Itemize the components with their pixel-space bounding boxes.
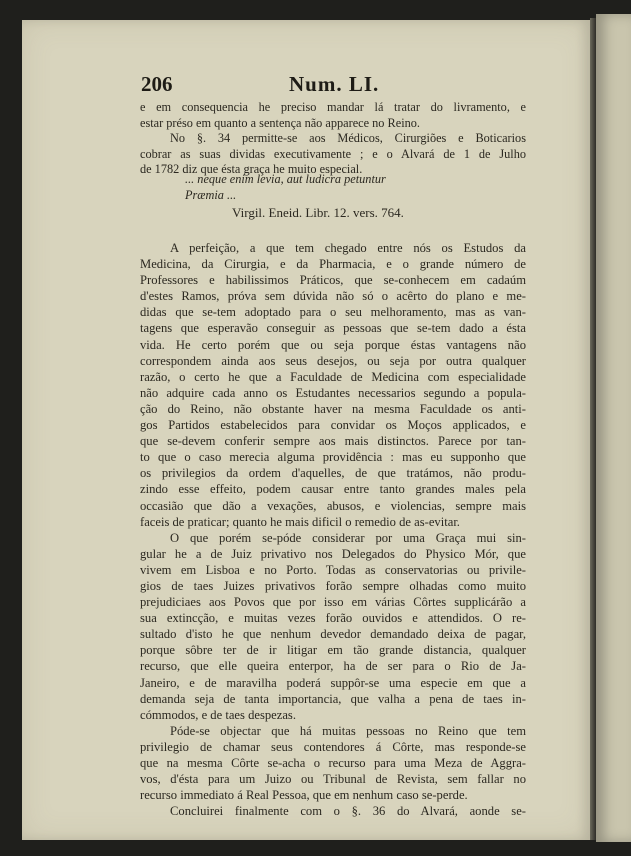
text-line: gos Partidos estabelecidos para convidar os Moços applicados, e <box>140 418 526 433</box>
text-line: não adquire cada anno os Estudantes necessarios segundo a popula- <box>140 385 526 400</box>
text-line: prejudiciaes aos Povos que por isso em várias Côrtes supplicárão a <box>140 595 526 610</box>
text-line: porque sôbre ter de ir litigar em tão grande distancia, qualquer <box>140 643 526 658</box>
text-line: No §. 34 permitte-se aos Médicos, Cirurgiões e Boticarios <box>170 131 526 145</box>
text-line: tagens que esperavão conseguir as pessoas que se-tem dado a ésta <box>140 321 526 336</box>
page-header <box>117 72 527 98</box>
text-line: Póde-se objectar que há muitas pessoas no Reino que tem <box>170 723 526 738</box>
text-line: gular he a de Juiz privativo nos Delegados do Physico Mór, que <box>140 546 526 561</box>
text-line: e em consequencia he preciso mandar lá tratar do livramento, e <box>140 100 526 114</box>
text-line: vida. He certo porém que ou seja porque éstas vantagens não <box>140 337 526 352</box>
text-line: cómmodos, e de taes despezas. <box>140 707 296 722</box>
text-line: razão, o certo he que a Faculdade de Medicina com especialidade <box>140 369 526 384</box>
text-line: que na mesma Côrte se-acha o recurso para uma Meza de Aggra- <box>140 756 526 770</box>
text-line: ção do Reino, não obstante haver na mesma Faculdade os anti- <box>140 401 526 416</box>
latin-quote-line-1: ... neque enim levia, aut ludicra petuntur <box>185 172 386 186</box>
adjacent-page-edge <box>596 14 631 842</box>
text-line: vivem em Lisboa e no Porto. Todas as conservatorias ou privile- <box>140 562 526 577</box>
text-line: A perfeição, a que tem chegado entre nós os Estudos da <box>170 241 526 255</box>
running-title: Num. LI. <box>289 72 380 96</box>
top-paragraphs <box>140 100 526 178</box>
text-line: estar préso em quanto a sentença não apparece no Reino. <box>140 115 420 130</box>
text-line: O que porém se-póde considerar por uma Graça mui sin- <box>170 530 526 545</box>
page-number: 206 <box>141 72 173 96</box>
text-line: que se-devem conferir sempre aos mais distinctos. Parece por tan- <box>140 434 526 449</box>
text-line: os privilegios da ordem d'aquelles, de que tratámos, não produ- <box>140 466 526 481</box>
text-line: Professores e habilissimos Práticos, que se-conhecem em cadaúm <box>140 273 526 288</box>
text-line: zindo esse effeito, podem causar entre tanto grandes males pela <box>140 482 526 497</box>
text-line: correspondem ainda aos seus desejos, ou seja por outra qualquer <box>140 353 526 368</box>
latin-quote-line-2: Præmia ... <box>185 188 237 202</box>
text-line: vos, d'ésta para um Juizo ou Tribunal de Revista, sem fallar no <box>140 772 526 787</box>
text-line: privilegio de chamar seus contendores á Côrte, mas responde-se <box>140 739 526 754</box>
text-line: recurso, que elle queira enterpor, ha de ser para o Rio de Ja- <box>140 659 526 674</box>
text-line: de 1782 diz que ésta graça he muito especial. <box>140 162 363 176</box>
text-line: to que o caso merecia alguma providência : mas eu supponho que <box>140 450 526 465</box>
text-line: sua extincção, e muitas vezes forão ouvidos e attendidos. O re- <box>140 611 526 626</box>
text-line: Janeiro, e de maravilha poderá suppôr-se uma especie em que a <box>140 675 526 690</box>
text-line: faceis de praticar; quanto he mais dificil o remedio de as-evitar. <box>140 514 460 529</box>
text-line: recurso immediato á Real Pessoa, que em nenhum caso se-perde. <box>140 788 468 803</box>
text-line: demanda seja de tanta importancia, que valha a pena de taes in- <box>140 691 526 706</box>
text-line: Medicina, da Cirurgia, e da Pharmacia, e o grande número de <box>140 257 526 272</box>
text-line: didas que se-tem adoptado para o seu melhoramento, mas as van- <box>140 305 526 320</box>
text-line: cobrar as suas dividas executivamente ; e o Alvará de 1 de Julho <box>140 146 526 161</box>
text-line: sultado d'isto he que nenhum devedor demandado deixa de pagar, <box>140 627 526 642</box>
body-text <box>140 240 526 819</box>
text-line: Concluirei finalmente com o §. 36 do Alvará, aonde se- <box>170 804 526 819</box>
book-spine <box>590 18 596 840</box>
text-line: d'estes Ramos, próva sem dúvida não só o acêrto do plano e me- <box>140 289 526 304</box>
text-line: gios de taes Juizes privativos forão sempre olhadas como muito <box>140 578 526 593</box>
quote-citation: Virgil. Eneid. Libr. 12. vers. 764. <box>232 205 404 220</box>
text-line: occasião que dão a vexações, abusos, e violencias, sempre mais <box>140 498 526 513</box>
